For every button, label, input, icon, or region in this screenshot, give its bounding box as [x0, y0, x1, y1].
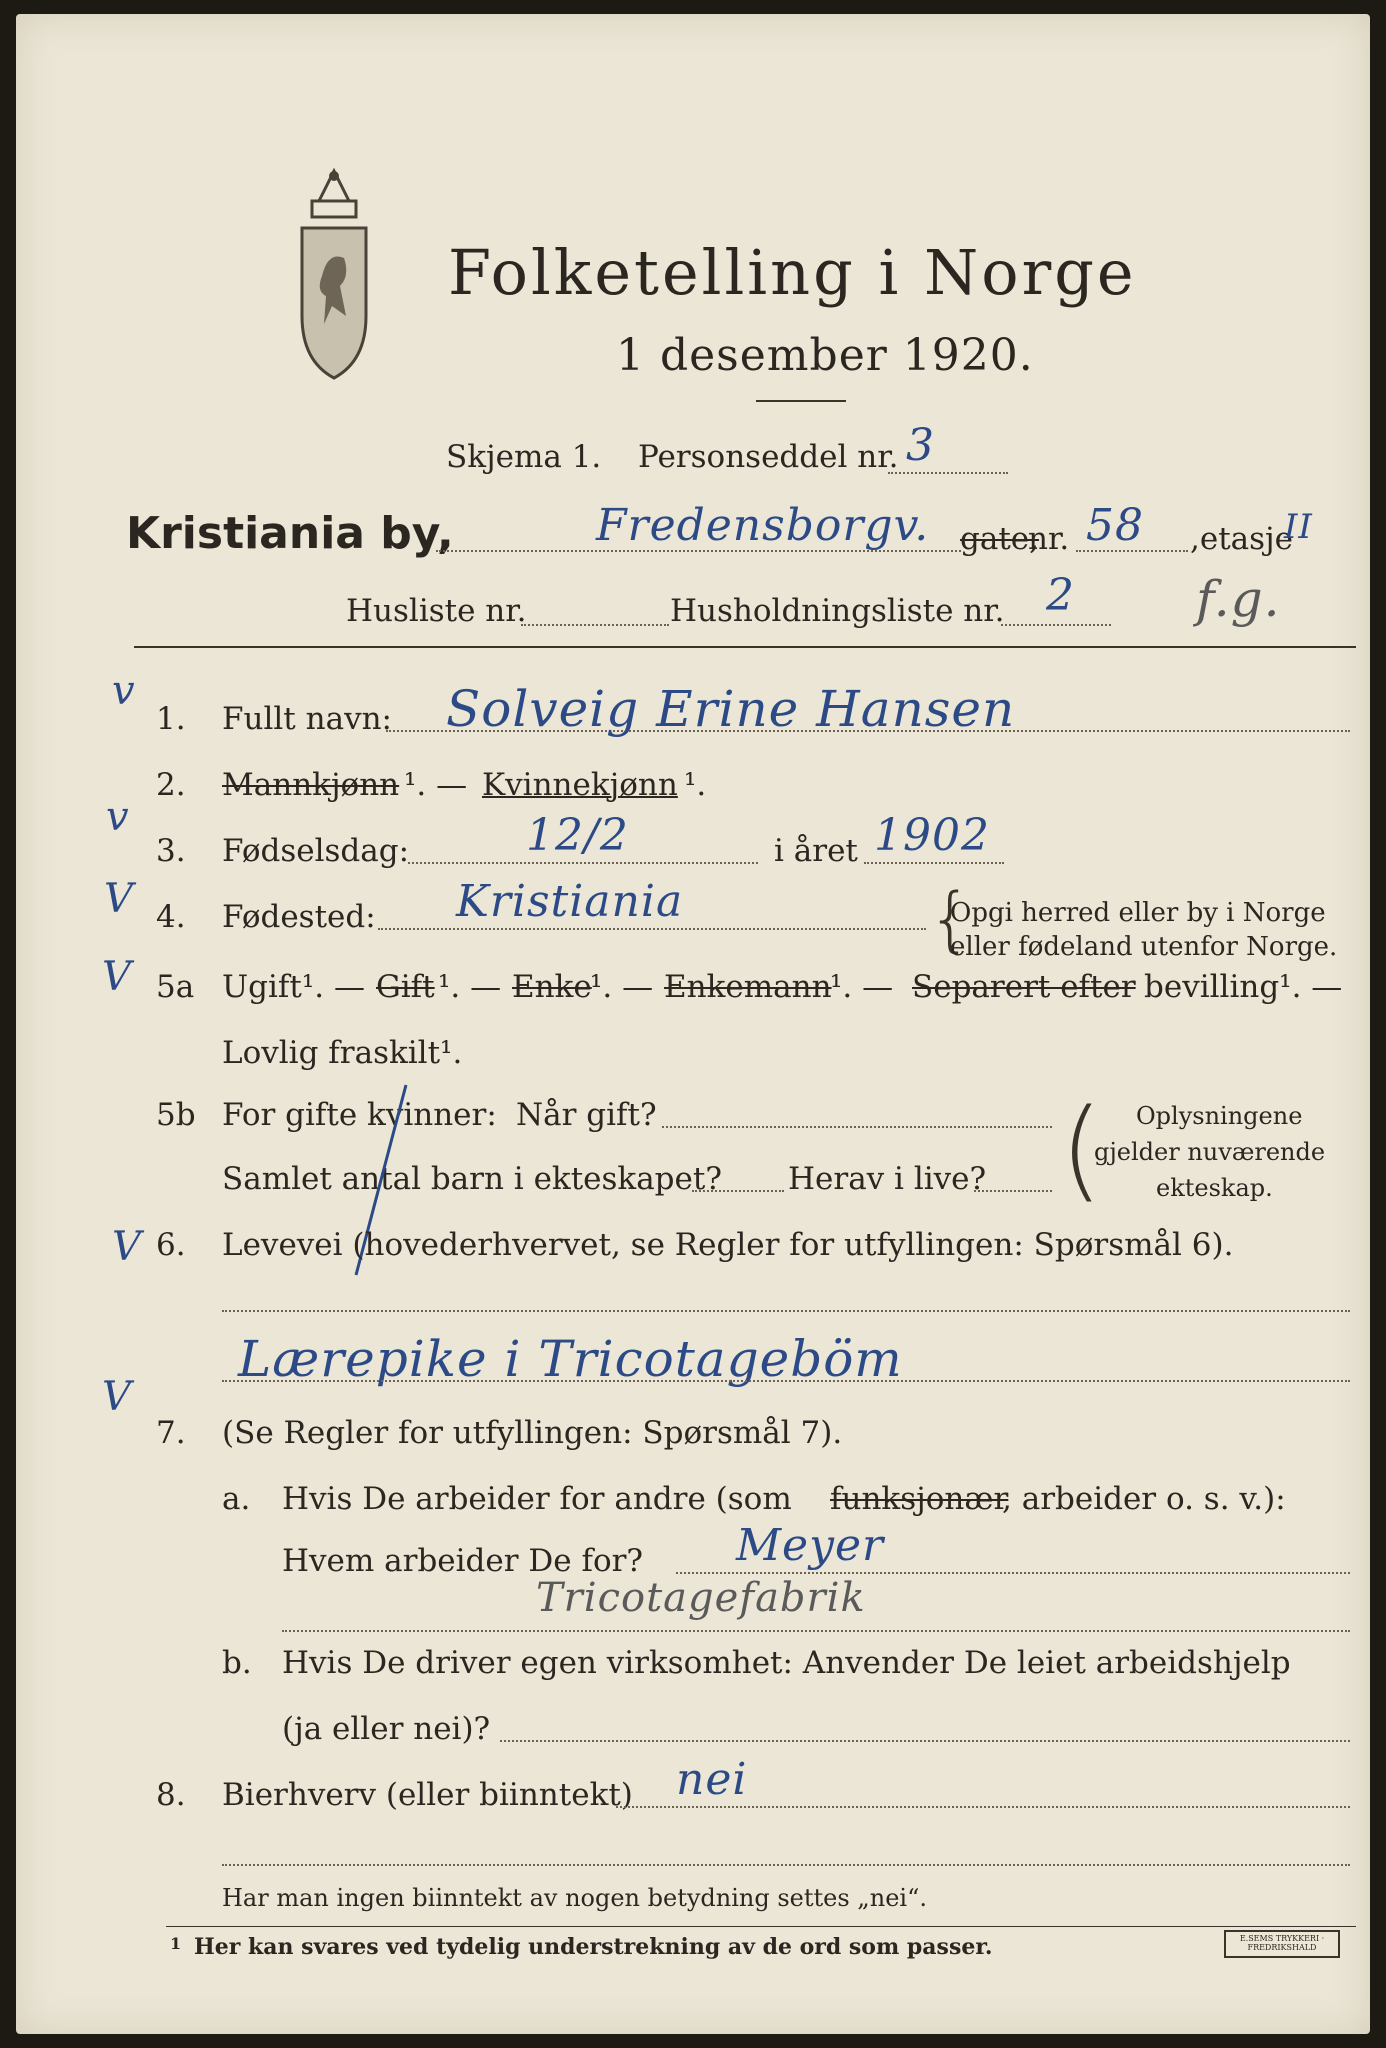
- q7b-question: (ja eller nei)?: [282, 1711, 491, 1747]
- q3-year-label: i året: [774, 833, 858, 869]
- q2-end: ¹.: [684, 767, 707, 803]
- q2-female-option: Kvinnekjønn: [482, 767, 678, 803]
- q6-value: Lærepike i Tricotageböm: [238, 1330, 903, 1388]
- check-mark-q6: V: [112, 1224, 141, 1270]
- q4-note-line2: eller fødeland utenfor Norge.: [950, 932, 1338, 962]
- q2-male-option: Mannkjønn: [222, 767, 400, 803]
- q6-line2: [222, 1380, 1350, 1382]
- q7-number: 7.: [156, 1415, 186, 1451]
- q3-line: [408, 862, 758, 864]
- q3-year-value: 1902: [874, 810, 990, 861]
- q7a-text2: , arbeider o. s. v.):: [1002, 1481, 1286, 1517]
- q3-number: 3.: [156, 833, 186, 869]
- q2-separator: ¹. —: [404, 767, 468, 803]
- q5a-enke: Enke: [512, 969, 592, 1005]
- q5b-live: Herav i live?: [788, 1161, 987, 1197]
- q5a-bevilling: bevilling¹. —: [1144, 969, 1343, 1005]
- street-value: Fredensborgv.: [596, 500, 930, 551]
- gate-label: gate,: [960, 521, 1039, 557]
- husliste-label: Husliste nr.: [346, 593, 527, 629]
- check-mark-q7: V: [102, 1374, 131, 1420]
- personseddel-label: Personseddel nr.: [638, 439, 899, 475]
- q7a-text1: Hvis De arbeider for andre (som: [282, 1481, 792, 1517]
- q5b-number: 5b: [156, 1097, 196, 1133]
- q7b-letter: b.: [222, 1645, 252, 1681]
- husholdning-line: [1001, 624, 1111, 626]
- nr-label: nr.: [1028, 521, 1070, 557]
- check-mark-q5a: V: [102, 954, 131, 1000]
- q5a-enkemann: Enkemann: [664, 969, 832, 1005]
- header-rule: [134, 646, 1356, 648]
- form-title: Folketelling i Norge: [448, 236, 1137, 309]
- q7a-funksjonaer: funksjonær: [830, 1481, 1009, 1517]
- q5b-naar-gift: Når gift?: [516, 1097, 657, 1133]
- q5a-sep3: ¹. —: [830, 969, 894, 1005]
- q5b-note-line3: ekteskap.: [1156, 1174, 1273, 1202]
- census-date: 1 desember 1920.: [616, 330, 1034, 381]
- q5b-barn-line: [692, 1190, 784, 1192]
- q5a-number: 5a: [156, 969, 195, 1005]
- husholdning-label: Husholdningsliste nr.: [670, 593, 1005, 629]
- printer-stamp: E.SEMS TRYKKERI · FREDRIKSHALD: [1224, 1930, 1340, 1958]
- q5b-note-line1: Oplysningene: [1136, 1102, 1303, 1130]
- etasje-value: II: [1284, 507, 1313, 547]
- etasje-label: ,etasje: [1190, 521, 1294, 557]
- q1-number: 1.: [156, 701, 186, 737]
- q3-year-line: [864, 862, 1004, 864]
- check-mark-q3: v: [106, 794, 129, 840]
- q5a-sep1: ¹. —: [438, 969, 502, 1005]
- check-mark-q1: v: [112, 668, 135, 714]
- q5a-sep2: ¹. —: [590, 969, 654, 1005]
- q5a-separert: Separert efter: [912, 969, 1136, 1005]
- city-label: Kristiania by,: [126, 508, 454, 559]
- q5a-ugift: Ugift¹. —: [222, 969, 365, 1005]
- q6-number: 6.: [156, 1227, 186, 1263]
- q5b-live-line: [974, 1190, 1052, 1192]
- footnote-mark: 1: [170, 1934, 182, 1953]
- q7a-line1: [676, 1572, 1350, 1574]
- q6-line1: [222, 1310, 1350, 1312]
- q7b-line: [500, 1740, 1350, 1742]
- personseddel-line: [888, 472, 1008, 474]
- q4-value: Kristiania: [456, 876, 684, 927]
- margin-note: f.g.: [1196, 570, 1281, 628]
- q5b-note-brace: (: [1060, 1085, 1103, 1213]
- q4-line: [378, 928, 926, 930]
- q8-label: Bierhverv (eller biinntekt): [222, 1777, 633, 1813]
- q5b-naar-line: [662, 1126, 1052, 1128]
- q5a-gift: Gift: [376, 969, 435, 1005]
- q4-note-brace: {: [928, 878, 973, 960]
- q4-label: Fødested:: [222, 899, 376, 935]
- q5b-note-line2: gjelder nuværende: [1094, 1138, 1326, 1166]
- husholdning-value: 2: [1046, 570, 1075, 621]
- census-form: [16, 14, 1370, 2034]
- q4-note-line1: Opgi herred eller by i Norge: [950, 898, 1326, 928]
- q7a-value: Meyer: [736, 1520, 885, 1571]
- coat-of-arms-emblem: [284, 166, 384, 386]
- q8-line2: [222, 1864, 1350, 1866]
- husliste-line: [521, 624, 669, 626]
- q1-value: Solveig Erine Hansen: [446, 680, 1016, 738]
- q8-line: [616, 1806, 1350, 1808]
- q3-value: 12/2: [526, 810, 629, 861]
- title-divider: [756, 400, 846, 402]
- q4-number: 4.: [156, 899, 186, 935]
- q6-label: Levevei (hovederhvervet, se Regler for utfyllingen: Spørsmål 6).: [222, 1227, 1234, 1263]
- q8-note: Har man ingen biinntekt av nogen betydning settes „nei“.: [222, 1884, 927, 1912]
- check-mark-q4: V: [104, 876, 133, 922]
- q7a-question: Hvem arbeider De for?: [282, 1543, 644, 1579]
- q8-number: 8.: [156, 1777, 186, 1813]
- q1-label: Fullt navn:: [222, 701, 392, 737]
- q2-number: 2.: [156, 767, 186, 803]
- q8-value: nei: [676, 1754, 748, 1805]
- schema-label: Skjema 1.: [446, 439, 602, 475]
- nr-value: 58: [1086, 500, 1144, 551]
- q7-label: (Se Regler for utfyllingen: Spørsmål 7).: [222, 1415, 843, 1451]
- q5a-fraskilt: Lovlig fraskilt¹.: [222, 1035, 463, 1071]
- footnote-rule: [166, 1926, 1356, 1927]
- q7b-text: Hvis De driver egen virksomhet: Anvender De leiet arbeidshjelp: [282, 1645, 1291, 1681]
- q7a-extra: Tricotagefabrik: [536, 1575, 866, 1621]
- q5b-barn: Samlet antal barn i ekteskapet?: [222, 1161, 722, 1197]
- q5b-label: For gifte kvinner:: [222, 1097, 497, 1133]
- footnote-text: Her kan svares ved tydelig understrekning av de ord som passer.: [194, 1934, 993, 1960]
- q3-label: Fødselsdag:: [222, 833, 410, 869]
- q7a-line2: [282, 1630, 1350, 1632]
- q7a-letter: a.: [222, 1481, 251, 1517]
- personseddel-value: 3: [906, 420, 935, 471]
